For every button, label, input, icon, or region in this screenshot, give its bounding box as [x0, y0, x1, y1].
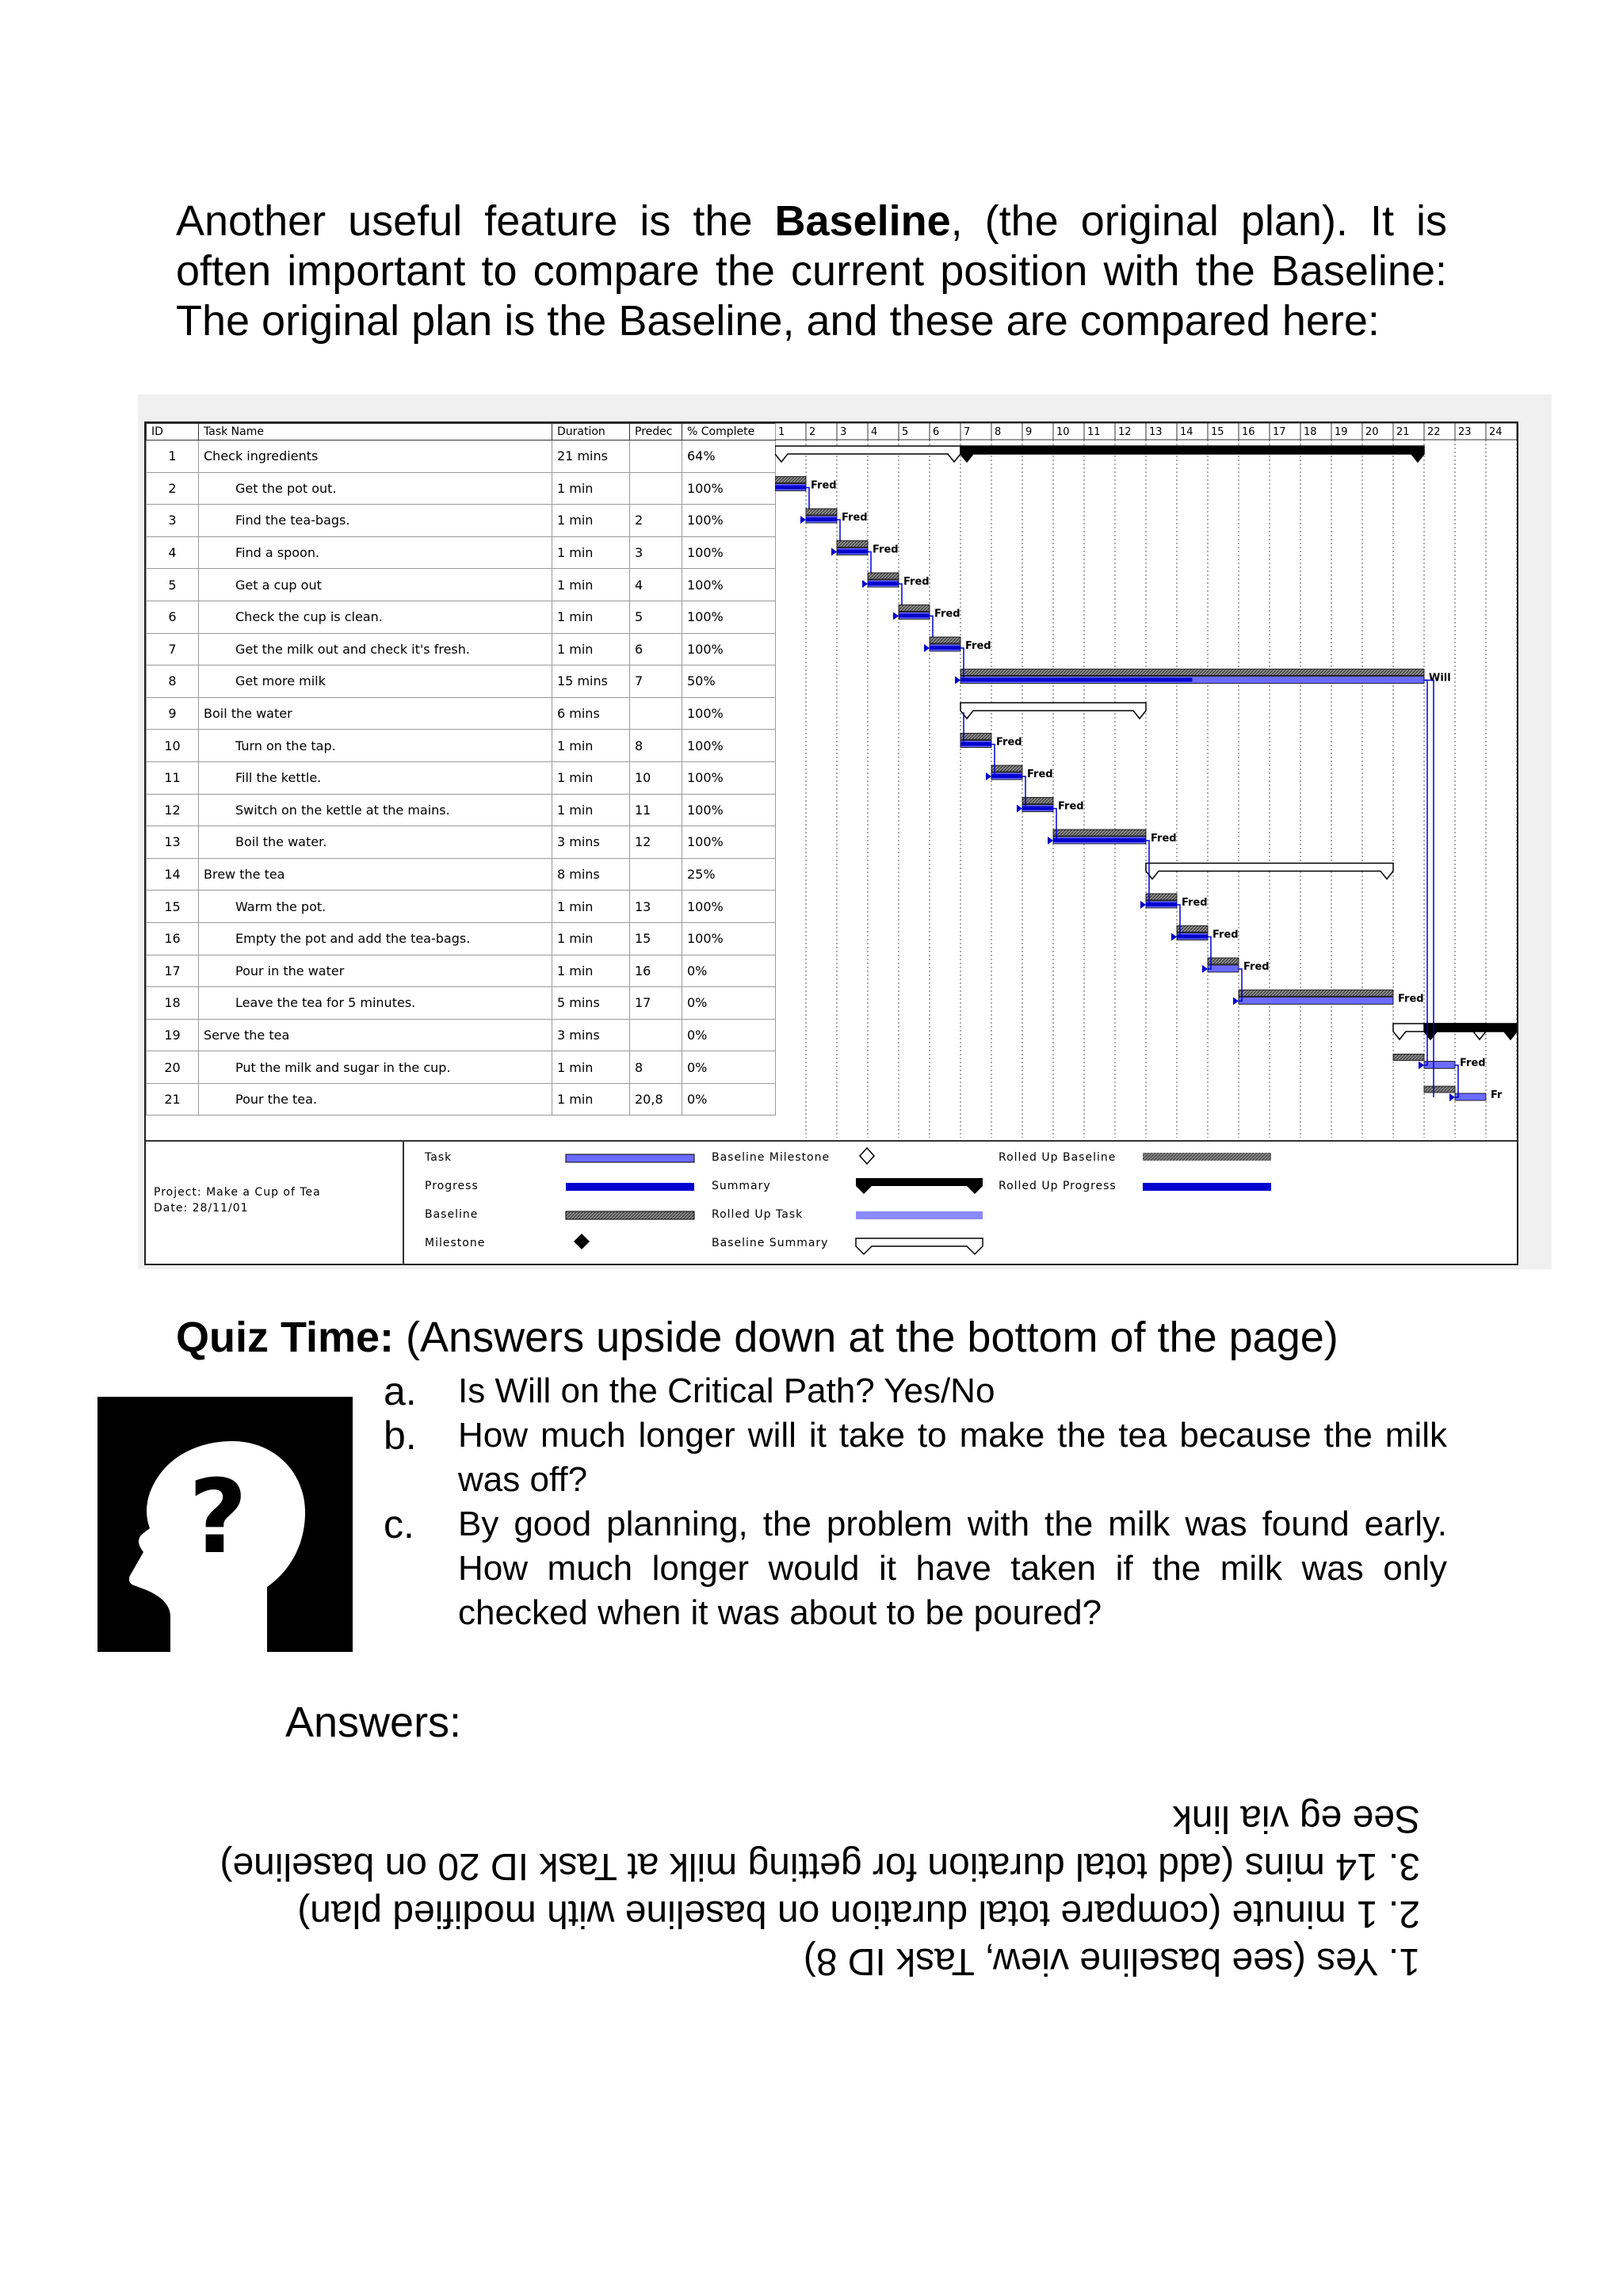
- task-id-cell: 1: [147, 441, 199, 473]
- dependency-arrow: [986, 772, 991, 780]
- task-predecessors-cell: [630, 441, 682, 473]
- dependency-arrow: [955, 677, 960, 685]
- legend-panel: [146, 1140, 1517, 1265]
- task-id-cell: 14: [147, 858, 199, 891]
- timescale-label: 21: [1396, 426, 1410, 438]
- quiz-item-letter: b.: [384, 1413, 417, 1458]
- svg-text:?: ?: [188, 1459, 248, 1577]
- baseline-summary-bar: [960, 703, 1146, 719]
- col-task-name-header: Task Name: [199, 424, 552, 441]
- progress-bar: [930, 646, 960, 650]
- progress-bar: [1053, 838, 1146, 842]
- col-id-header: ID: [147, 424, 199, 441]
- quiz-item: [384, 1502, 1447, 1635]
- task-duration-cell: 6 mins: [552, 697, 630, 730]
- task-predecessors-cell: 5: [630, 601, 682, 633]
- task-name-cell: Turn on the tap.: [199, 730, 552, 762]
- task-duration-cell: 1 min: [552, 601, 630, 633]
- table-row: [147, 826, 776, 859]
- task-percent-complete-cell: 100%: [682, 891, 776, 923]
- baseline-bar: [930, 637, 960, 643]
- resource-label: Fred: [1027, 769, 1053, 780]
- resource-label: Fred: [996, 736, 1022, 749]
- task-predecessors-cell: 6: [630, 633, 682, 666]
- resource-label: Fred: [1398, 993, 1424, 1005]
- intro-paragraph: [176, 196, 1447, 346]
- task-id-cell: 10: [147, 730, 199, 762]
- quiz-questions: [384, 1369, 1447, 1635]
- answer-2: 2. 1 minute (compare total duration on baseline with modified plan): [297, 1893, 1420, 1935]
- task-predecessors-cell: 12: [630, 826, 682, 859]
- legend-baseline-summary-label: Baseline Summary: [712, 1237, 829, 1249]
- task-id-cell: 2: [147, 472, 199, 505]
- task-duration-cell: 3 mins: [552, 1019, 630, 1051]
- baseline-bar: [1208, 958, 1239, 964]
- resource-label: Fred: [1151, 833, 1177, 845]
- task-id-cell: 18: [147, 987, 199, 1020]
- legend-baseline-label: Baseline: [425, 1208, 479, 1221]
- task-percent-complete-cell: 0%: [682, 1083, 776, 1116]
- resource-label: Fred: [934, 608, 960, 620]
- task-id-cell: 9: [147, 697, 199, 730]
- task-duration-cell: 1 min: [552, 505, 630, 537]
- intro-bold-baseline: Baseline: [774, 197, 951, 245]
- task-duration-cell: 21 mins: [552, 441, 630, 473]
- table-row: [147, 730, 776, 762]
- task-id-cell: 8: [147, 666, 199, 698]
- task-predecessors-cell: [630, 697, 682, 730]
- table-row: [147, 955, 776, 987]
- dependency-arrow: [1017, 805, 1022, 813]
- legend-task-swatch: [566, 1154, 694, 1162]
- task-duration-cell: 8 mins: [552, 858, 630, 891]
- task-predecessors-cell: 8: [630, 730, 682, 762]
- quiz-item-text: How much longer will it take to make the tea because the milk was off?: [458, 1416, 1447, 1499]
- quiz-item: [384, 1413, 1447, 1502]
- table-row: [147, 441, 776, 473]
- progress-bar: [960, 678, 1193, 682]
- project-date: Date: 28/11/01: [154, 1202, 249, 1215]
- task-percent-complete-cell: 0%: [682, 987, 776, 1020]
- col-duration-header: Duration: [552, 424, 630, 441]
- baseline-bar: [960, 734, 991, 740]
- timescale-label: 11: [1087, 426, 1101, 438]
- task-name-cell: Brew the tea: [199, 858, 552, 891]
- task-name-cell: Serve the tea: [199, 1019, 552, 1051]
- resource-label: Fred: [873, 543, 899, 556]
- baseline-bar: [1177, 926, 1208, 933]
- resource-label: Fred: [1460, 1057, 1486, 1070]
- baseline-bar: [1239, 990, 1393, 997]
- resource-label: Will: [1429, 672, 1451, 685]
- timescale-label: 18: [1304, 426, 1317, 438]
- timescale-label: 1: [778, 426, 785, 438]
- baseline-bar: [960, 669, 1424, 676]
- legend-baseline-milestone-diamond: [860, 1148, 874, 1164]
- dependency-arrow: [1233, 997, 1239, 1005]
- task-predecessors-cell: 7: [630, 666, 682, 698]
- task-id-cell: 12: [147, 794, 199, 826]
- quiz-title-rest: (Answers upside down at the bottom of the page): [394, 1314, 1338, 1361]
- legend-rolled-up-task-label: Rolled Up Task: [712, 1208, 804, 1221]
- baseline-bar: [1022, 798, 1053, 804]
- task-percent-complete-cell: 100%: [682, 601, 776, 633]
- task-name-cell: Warm the pot.: [199, 891, 552, 923]
- task-id-cell: 17: [147, 955, 199, 987]
- legend-rolled-up-task-swatch: [856, 1211, 983, 1219]
- task-duration-cell: 1 min: [552, 633, 630, 666]
- task-percent-complete-cell: 100%: [682, 697, 776, 730]
- table-row: [147, 505, 776, 537]
- gantt-chart-svg: [775, 423, 1517, 1138]
- table-row: [147, 1019, 776, 1051]
- table-row: [147, 858, 776, 891]
- task-percent-complete-cell: 50%: [682, 666, 776, 698]
- task-bar: [1455, 1093, 1486, 1100]
- task-duration-cell: 1 min: [552, 794, 630, 826]
- quiz-item: [384, 1369, 1447, 1413]
- dependency-arrow: [1048, 837, 1053, 845]
- progress-bar: [1146, 902, 1177, 906]
- timescale-label: 12: [1118, 426, 1132, 438]
- task-name-cell: Leave the tea for 5 minutes.: [199, 987, 552, 1020]
- baseline-bar: [868, 573, 899, 579]
- intro-text-1: Another useful feature is the: [176, 197, 775, 245]
- table-row: [147, 987, 776, 1020]
- task-name-cell: Empty the pot and add the tea-bags.: [199, 922, 552, 955]
- dependency-arrow: [1202, 965, 1208, 973]
- task-predecessors-cell: 8: [630, 1051, 682, 1084]
- task-id-cell: 5: [147, 569, 199, 601]
- dependency-link: [1455, 1066, 1458, 1098]
- task-percent-complete-cell: 100%: [682, 761, 776, 794]
- task-duration-cell: 1 min: [552, 1051, 630, 1084]
- task-predecessors-cell: 11: [630, 794, 682, 826]
- task-predecessors-cell: 13: [630, 891, 682, 923]
- resource-label: Fred: [842, 512, 868, 524]
- task-id-cell: 6: [147, 601, 199, 633]
- task-name-cell: Boil the water: [199, 697, 552, 730]
- table-row: [147, 633, 776, 666]
- task-predecessors-cell: 10: [630, 761, 682, 794]
- legend-task-label: Task: [425, 1151, 453, 1164]
- timescale-label: 8: [995, 426, 1002, 438]
- timescale-label: 20: [1365, 426, 1379, 438]
- legend-swatches: [146, 1142, 1517, 1265]
- task-bar: [1424, 1062, 1455, 1069]
- task-duration-cell: 1 min: [552, 922, 630, 955]
- timescale-label: 14: [1180, 426, 1193, 438]
- answer-link: See eg via link: [1172, 1798, 1420, 1840]
- legend-summary-swatch: [856, 1178, 983, 1194]
- legend-rolled-up-progress-swatch: [1143, 1183, 1271, 1191]
- task-predecessors-cell: 4: [630, 569, 682, 601]
- task-percent-complete-cell: 100%: [682, 922, 776, 955]
- task-bar: [1239, 997, 1393, 1005]
- table-row: [147, 922, 776, 955]
- dependency-arrow: [893, 612, 899, 620]
- task-name-cell: Find the tea-bags.: [199, 505, 552, 537]
- timescale-label: 24: [1489, 426, 1503, 438]
- legend-baseline-summary-swatch: [856, 1238, 983, 1254]
- resource-label: Fred: [1058, 800, 1084, 813]
- task-predecessors-cell: [630, 472, 682, 505]
- progress-bar: [868, 582, 899, 585]
- timescale-label: 9: [1025, 426, 1033, 438]
- task-percent-complete-cell: 0%: [682, 1051, 776, 1084]
- resource-label: Fred: [811, 479, 837, 492]
- upside-down-answers: [220, 1794, 1420, 1985]
- summary-bar: [1424, 1024, 1517, 1039]
- task-id-cell: 20: [147, 1051, 199, 1084]
- baseline-bar: [991, 765, 1022, 772]
- dependency-arrow: [831, 548, 837, 556]
- task-id-cell: 4: [147, 536, 199, 569]
- answers-label: Answers:: [285, 1699, 462, 1746]
- timescale-label: 2: [809, 426, 816, 438]
- table-row: [147, 601, 776, 633]
- gantt-chart: [775, 423, 1517, 1138]
- task-name-cell: Check ingredients: [199, 441, 552, 473]
- task-predecessors-cell: 16: [630, 955, 682, 987]
- task-name-cell: Get the milk out and check it's fresh.: [199, 633, 552, 666]
- task-id-cell: 16: [147, 922, 199, 955]
- task-name-cell: Fill the kettle.: [199, 761, 552, 794]
- progress-bar: [837, 550, 868, 554]
- legend-rolled-up-baseline-swatch: [1143, 1153, 1271, 1161]
- task-duration-cell: 5 mins: [552, 987, 630, 1020]
- task-duration-cell: 3 mins: [552, 826, 630, 859]
- task-name-cell: Pour in the water: [199, 955, 552, 987]
- head-question-icon: [97, 1397, 353, 1652]
- quiz-item-text: By good planning, the problem with the milk was found early. How much longer would it have taken if the milk was only checked when it was about to be poured?: [458, 1505, 1447, 1632]
- legend-milestone-diamond: [574, 1234, 590, 1249]
- task-duration-cell: 15 mins: [552, 666, 630, 698]
- timescale-label: 4: [871, 426, 878, 438]
- task-percent-complete-cell: 0%: [682, 1019, 776, 1051]
- dependency-arrow: [924, 644, 930, 652]
- task-percent-complete-cell: 100%: [682, 505, 776, 537]
- timescale-label: 23: [1458, 426, 1472, 438]
- task-id-cell: 15: [147, 891, 199, 923]
- timescale-label: 3: [840, 426, 847, 438]
- task-percent-complete-cell: 0%: [682, 955, 776, 987]
- table-row: [147, 1083, 776, 1116]
- legend-summary-label: Summary: [712, 1180, 771, 1192]
- task-predecessors-cell: 20,8: [630, 1083, 682, 1116]
- task-id-cell: 21: [147, 1083, 199, 1116]
- task-name-cell: Get more milk: [199, 666, 552, 698]
- dependency-arrow: [800, 516, 806, 524]
- table-row: [147, 666, 776, 698]
- table-row: [147, 569, 776, 601]
- task-duration-cell: 1 min: [552, 891, 630, 923]
- task-predecessors-cell: 3: [630, 536, 682, 569]
- task-duration-cell: 1 min: [552, 955, 630, 987]
- task-name-cell: Find a spoon.: [199, 536, 552, 569]
- task-id-cell: 19: [147, 1019, 199, 1051]
- task-percent-complete-cell: 100%: [682, 633, 776, 666]
- task-id-cell: 7: [147, 633, 199, 666]
- progress-bar: [991, 774, 1022, 778]
- table-header-row: [147, 424, 776, 441]
- table-row: [147, 761, 776, 794]
- legend-baseline-swatch: [566, 1211, 694, 1219]
- summary-bar: [960, 446, 1424, 462]
- dependency-arrow: [1419, 1062, 1424, 1070]
- timescale-label: 10: [1056, 426, 1070, 438]
- quiz-item-letter: a.: [384, 1369, 417, 1413]
- quiz-item-letter: c.: [384, 1502, 414, 1547]
- task-name-cell: Get the pot out.: [199, 472, 552, 505]
- resource-label: Fred: [903, 576, 930, 588]
- task-predecessors-cell: 15: [630, 922, 682, 955]
- dependency-link: [1424, 681, 1427, 1066]
- resource-label: Fr: [1491, 1089, 1503, 1101]
- progress-bar: [960, 742, 991, 746]
- task-duration-cell: 1 min: [552, 536, 630, 569]
- quiz-title-bold: Quiz Time:: [176, 1314, 395, 1361]
- resource-label: Fred: [1212, 929, 1239, 941]
- gantt-sheet: [144, 421, 1518, 1265]
- task-duration-cell: 1 min: [552, 761, 630, 794]
- task-predecessors-cell: 2: [630, 505, 682, 537]
- task-name-cell: Pour the tea.: [199, 1083, 552, 1116]
- legend-baseline-milestone-label: Baseline Milestone: [712, 1151, 831, 1164]
- progress-bar: [775, 486, 806, 490]
- task-duration-cell: 1 min: [552, 472, 630, 505]
- timescale-label: 16: [1242, 426, 1255, 438]
- task-predecessors-cell: [630, 858, 682, 891]
- table-row: [147, 472, 776, 505]
- table-row: [147, 697, 776, 730]
- resource-label: Fred: [965, 640, 991, 652]
- progress-bar: [1177, 935, 1208, 939]
- task-percent-complete-cell: 25%: [682, 858, 776, 891]
- task-table: [146, 423, 776, 1116]
- task-duration-cell: 1 min: [552, 1083, 630, 1116]
- answer-3: 3. 14 mins (add total duration for getting milk at Task ID 20 on baseline): [220, 1845, 1420, 1887]
- timescale-label: 19: [1335, 426, 1348, 438]
- task-duration-cell: 1 min: [552, 730, 630, 762]
- dependency-arrow: [1171, 933, 1177, 941]
- timescale-label: 6: [933, 426, 940, 438]
- legend-rolled-up-baseline-label: Rolled Up Baseline: [999, 1151, 1117, 1164]
- baseline-bar: [806, 509, 837, 515]
- task-name-cell: Check the cup is clean.: [199, 601, 552, 633]
- resource-label: Fred: [1243, 961, 1270, 973]
- intro-text-2: , (the original plan). It is often important to compare the current position with the Baseline: The original plan is the Baseline, and these are compared here:: [176, 197, 1447, 345]
- task-name-cell: Switch on the kettle at the mains.: [199, 794, 552, 826]
- task-id-cell: 3: [147, 505, 199, 537]
- task-bar: [1208, 965, 1239, 972]
- timescale-label: 7: [964, 426, 971, 438]
- task-name-cell: Get a cup out: [199, 569, 552, 601]
- legend-rolled-up-progress-label: Rolled Up Progress: [999, 1180, 1117, 1192]
- timescale-label: 13: [1149, 426, 1163, 438]
- task-percent-complete-cell: 100%: [682, 730, 776, 762]
- table-row: [147, 1051, 776, 1084]
- table-row: [147, 891, 776, 923]
- baseline-bar: [837, 541, 868, 547]
- baseline-bar: [1053, 830, 1146, 836]
- task-duration-cell: 1 min: [552, 569, 630, 601]
- legend-milestone-label: Milestone: [425, 1237, 486, 1249]
- legend-progress-swatch: [566, 1183, 694, 1191]
- progress-bar: [899, 614, 930, 618]
- resource-label: Fred: [1182, 897, 1208, 909]
- quiz-item-text: Is Will on the Critical Path? Yes/No: [458, 1371, 995, 1410]
- baseline-bar: [775, 477, 806, 483]
- col-predecessors-header: Predec: [630, 424, 682, 441]
- progress-bar: [1022, 807, 1053, 810]
- task-percent-complete-cell: 100%: [682, 826, 776, 859]
- progress-bar: [806, 517, 837, 521]
- table-row: [147, 794, 776, 826]
- task-percent-complete-cell: 100%: [682, 536, 776, 569]
- timescale-label: 17: [1273, 426, 1286, 438]
- task-percent-complete-cell: 100%: [682, 794, 776, 826]
- project-name: Project: Make a Cup of Tea: [154, 1186, 321, 1199]
- baseline-bar: [1393, 1055, 1424, 1061]
- task-id-cell: 13: [147, 826, 199, 859]
- baseline-bar: [1146, 894, 1177, 900]
- task-predecessors-cell: 17: [630, 987, 682, 1020]
- timescale-label: 15: [1211, 426, 1224, 438]
- timescale-label: 22: [1427, 426, 1441, 438]
- task-percent-complete-cell: 64%: [682, 441, 776, 473]
- baseline-bar: [1424, 1086, 1455, 1093]
- timescale-label: 5: [902, 426, 909, 438]
- dependency-arrow: [1140, 901, 1146, 909]
- task-percent-complete-cell: 100%: [682, 569, 776, 601]
- task-name-cell: Boil the water.: [199, 826, 552, 859]
- task-percent-complete-cell: 100%: [682, 472, 776, 505]
- answer-1: 1. Yes (see baseline view, Task ID 8): [803, 1940, 1420, 1982]
- dependency-arrow: [1449, 1093, 1455, 1101]
- table-row: [147, 536, 776, 569]
- gantt-figure: [138, 395, 1552, 1269]
- col-complete-header: % Complete: [682, 424, 776, 441]
- task-id-cell: 11: [147, 761, 199, 794]
- quiz-title: [176, 1313, 1338, 1362]
- dependency-arrow: [862, 580, 868, 588]
- task-name-cell: Put the milk and sugar in the cup.: [199, 1051, 552, 1084]
- baseline-bar: [899, 605, 930, 612]
- task-predecessors-cell: [630, 1019, 682, 1051]
- legend-progress-label: Progress: [425, 1180, 479, 1192]
